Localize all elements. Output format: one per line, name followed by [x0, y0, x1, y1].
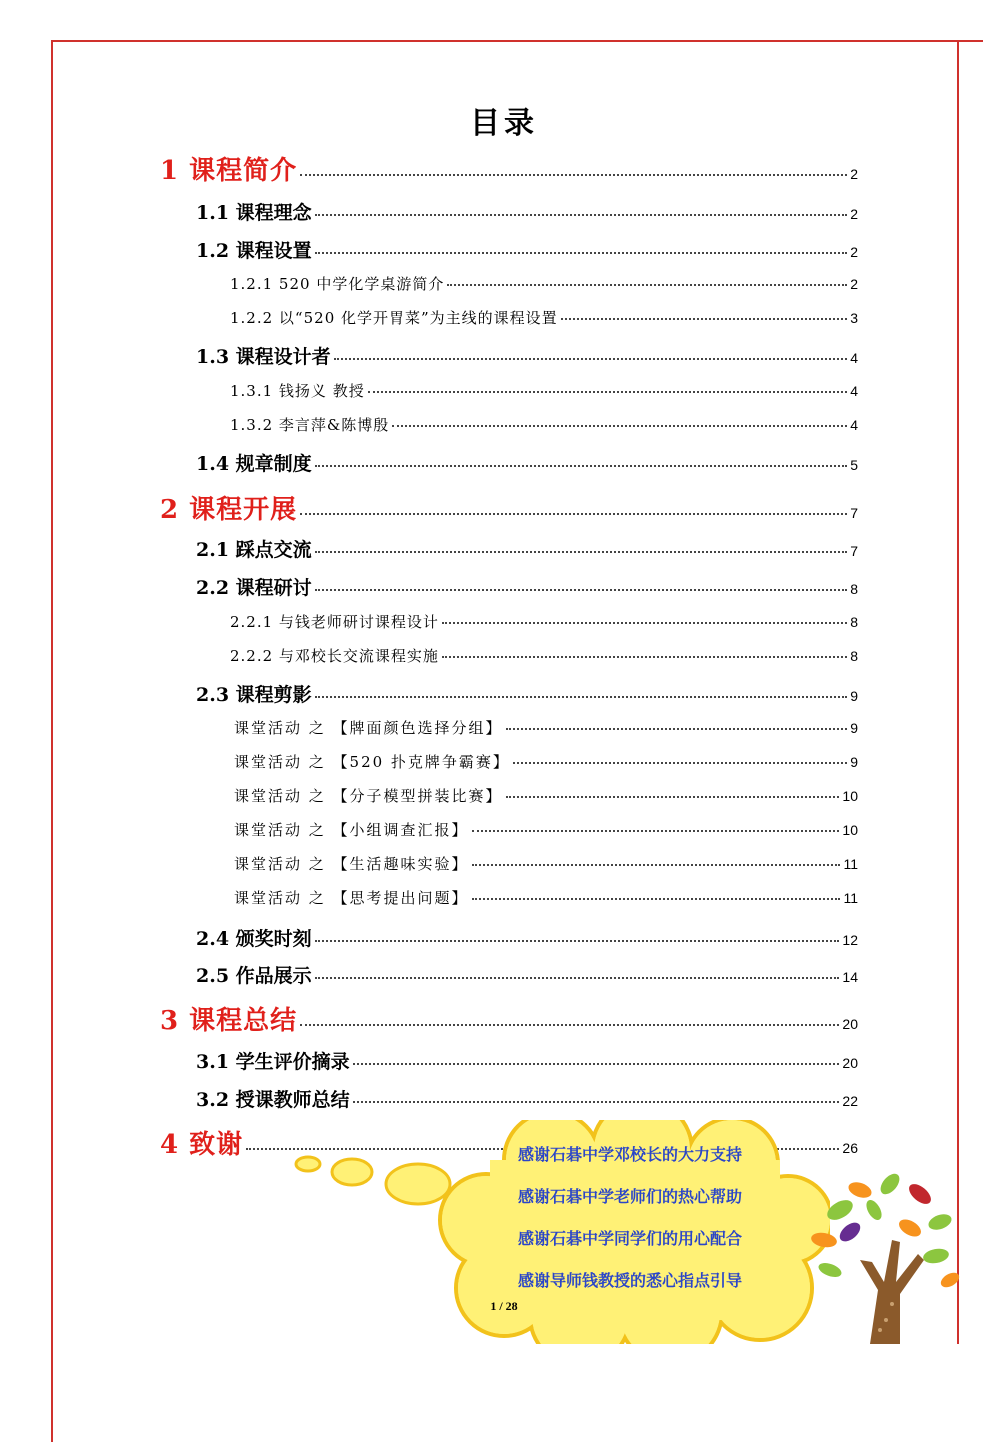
- toc-entry-page: 7: [850, 505, 858, 521]
- toc-entry[interactable]: [234, 819, 858, 840]
- toc-entry-label: 1.1 课程理念: [196, 202, 312, 224]
- dot-leader: [300, 1024, 839, 1026]
- page-number: 1 / 28: [490, 1299, 518, 1313]
- toc-entry[interactable]: [196, 535, 858, 562]
- dot-leader: [506, 796, 840, 798]
- tree-icon: [800, 1170, 960, 1344]
- toc-entry-label: 2.2 课程研讨: [196, 577, 312, 599]
- toc-entry[interactable]: [230, 307, 858, 328]
- dot-leader: [315, 252, 848, 254]
- toc-entry[interactable]: [234, 853, 858, 874]
- toc-entry[interactable]: [196, 573, 858, 600]
- toc-entry[interactable]: [230, 645, 858, 666]
- toc-entry-label: 1.3.1 钱扬义 教授: [230, 382, 365, 400]
- toc-entry[interactable]: [196, 680, 858, 707]
- toc-entry-page: 2: [850, 206, 858, 222]
- dot-leader: [315, 589, 848, 591]
- toc-entry-page: 9: [850, 720, 858, 736]
- toc-entry-page: 9: [850, 754, 858, 770]
- toc-entry-label: 1.2.2 以“520 化学开胃菜”为主线的课程设置: [230, 309, 558, 327]
- toc-entry[interactable]: [234, 751, 858, 772]
- toc-entry[interactable]: [160, 1000, 858, 1037]
- toc-entry[interactable]: [196, 198, 858, 225]
- dot-leader: [561, 318, 848, 320]
- dot-leader: [472, 830, 840, 832]
- toc-entry-page: 14: [842, 969, 858, 985]
- dot-leader: [315, 940, 840, 942]
- dot-leader: [300, 513, 847, 515]
- toc-entry[interactable]: [230, 380, 858, 401]
- dot-leader: [315, 696, 848, 698]
- toc-entry-label: 1.3 课程设计者: [196, 346, 331, 368]
- toc-entry-label: 课堂活动 之 【生活趣味实验】: [234, 855, 469, 873]
- toc-entry-label: 1.3.2 李言萍&陈博殷: [230, 416, 390, 434]
- toc-entry-page: 12: [842, 932, 858, 948]
- toc-entry-label: 2.2.1 与钱老师研讨课程设计: [230, 613, 439, 631]
- thank-you-line: 感谢石碁中学老师们的热心帮助: [518, 1187, 743, 1206]
- toc-entry-page: 7: [850, 543, 858, 559]
- thank-you-line: 感谢导师钱教授的悉心指点引导: [518, 1271, 743, 1290]
- dot-leader: [368, 391, 847, 393]
- toc-entry-label: 课堂活动 之 【牌面颜色选择分组】: [234, 719, 503, 737]
- toc-entry-page: 4: [850, 417, 858, 433]
- toc-entry[interactable]: [230, 611, 858, 632]
- dot-leader: [472, 898, 841, 900]
- toc-entry-page: 8: [850, 581, 858, 597]
- toc-entry-label: 课堂活动 之 【分子模型拼装比赛】: [234, 787, 503, 805]
- toc-entry-label: 2.4 颁奖时刻: [196, 928, 312, 950]
- thank-you-line: 感谢石碁中学邓校长的大力支持: [518, 1145, 743, 1164]
- toc-entry-label: 3.2 授课教师总结: [196, 1089, 350, 1111]
- toc-entry-page: 2: [850, 276, 858, 292]
- toc-entry-page: 20: [842, 1055, 858, 1071]
- toc-entry[interactable]: [160, 489, 858, 526]
- toc-entry-page: 4: [850, 383, 858, 399]
- toc-entry-page: 10: [842, 788, 858, 804]
- toc-entry[interactable]: [196, 1085, 858, 1112]
- toc-entry-label: 1.4 规章制度: [196, 453, 312, 475]
- toc-entry-label: 3 课程总结: [160, 1006, 298, 1036]
- toc-entry-label: 3.1 学生评价摘录: [196, 1051, 350, 1073]
- dot-leader: [442, 622, 847, 624]
- dot-leader: [315, 977, 840, 979]
- dot-leader: [513, 762, 847, 764]
- dot-leader: [353, 1063, 840, 1065]
- dot-leader: [334, 358, 848, 360]
- dot-leader: [300, 174, 847, 176]
- toc-entry-page: 3: [850, 310, 858, 326]
- toc-entry[interactable]: [196, 342, 858, 369]
- toc-entry-label: 课堂活动 之 【思考提出问题】: [234, 889, 469, 907]
- toc-entry[interactable]: [230, 273, 858, 294]
- toc-entry-page: 9: [850, 688, 858, 704]
- toc-entry-label: 课堂活动 之 【520 扑克牌争霸赛】: [234, 753, 510, 771]
- toc-entry-label: 1.2.1 520 中学化学桌游简介: [230, 275, 445, 293]
- toc-entry-page: 8: [850, 614, 858, 630]
- toc-entry-label: 2.5 作品展示: [196, 965, 312, 987]
- dot-leader: [353, 1101, 840, 1103]
- thank-you-line: 感谢石碁中学同学们的用心配合: [518, 1229, 743, 1248]
- toc-entry-label: 课堂活动 之 【小组调查汇报】: [234, 821, 469, 839]
- toc-entry[interactable]: [234, 785, 858, 806]
- toc-entry-label: 1.2 课程设置: [196, 240, 312, 262]
- toc-entry-page: 22: [842, 1093, 858, 1109]
- dot-leader: [442, 656, 847, 658]
- toc-entry[interactable]: [234, 717, 858, 738]
- toc-entry-page: 20: [842, 1016, 858, 1032]
- toc-entry-label: 2.3 课程剪影: [196, 684, 312, 706]
- toc-entry-page: 10: [842, 822, 858, 838]
- toc-entry-label: 2.2.2 与邓校长交流课程实施: [230, 647, 439, 665]
- dot-leader: [315, 465, 848, 467]
- toc-entry-page: 2: [850, 166, 858, 182]
- toc-entry-label: 4 致谢: [160, 1130, 244, 1160]
- dot-leader: [506, 728, 848, 730]
- toc-entry[interactable]: [196, 236, 858, 263]
- toc-entry-page: 11: [843, 890, 858, 906]
- toc-entry[interactable]: [160, 150, 858, 187]
- toc-entry-page: 8: [850, 648, 858, 664]
- toc-entry[interactable]: [196, 924, 858, 951]
- toc-entry[interactable]: [196, 961, 858, 988]
- dot-leader: [472, 864, 841, 866]
- toc-entry[interactable]: [230, 414, 858, 435]
- toc-entry-label: 2 课程开展: [160, 495, 298, 525]
- toc-entry-page: 26: [842, 1140, 858, 1156]
- toc-entry-page: 4: [850, 350, 858, 366]
- toc-entry-page: 11: [843, 856, 858, 872]
- toc-entry-page: 5: [850, 457, 858, 473]
- toc-entry[interactable]: [234, 887, 858, 908]
- dot-leader: [447, 284, 847, 286]
- toc-entry-page: 2: [850, 244, 858, 260]
- dot-leader: [315, 214, 848, 216]
- dot-leader: [315, 551, 848, 553]
- dot-leader: [392, 425, 847, 427]
- toc-entry[interactable]: [196, 1047, 858, 1074]
- toc-entry-label: 1 课程简介: [160, 156, 298, 186]
- toc-entry[interactable]: [196, 449, 858, 476]
- toc-title: 目录: [470, 106, 538, 141]
- page-border-right: [957, 40, 959, 1344]
- toc-entry-label: 2.1 踩点交流: [196, 539, 312, 561]
